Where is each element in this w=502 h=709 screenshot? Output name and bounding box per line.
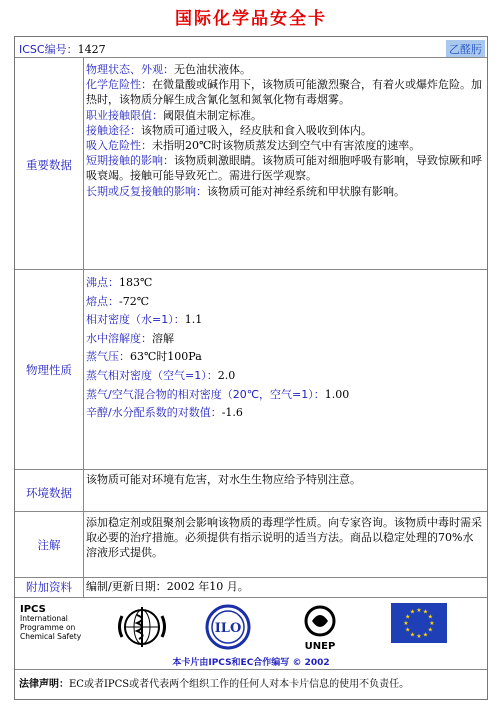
label-additional: 附加资料: [26, 580, 72, 594]
important-item: 吸入危险性：未指明20℃时该物质蒸发达到空气中有害浓度的速率。: [86, 139, 421, 153]
credit-line: 本卡片由IPCS和EC合作编写 © 2002: [172, 658, 330, 668]
unep-logo-icon: [295, 603, 345, 653]
physical-content: [86, 274, 484, 423]
icsc-label: ICSC编号：: [19, 43, 78, 56]
notes-content: 添加稳定剂或阻聚剂会影响该物质的毒理学性质。向专家咨询。该物质中毒时需采取必要的治疗措施。必须提供有指示说明的适当方法。商品以稳定处理的70%水溶液形式提供。: [86, 516, 482, 560]
chemical-name: 乙醛肟: [446, 40, 485, 58]
label-notes: 注解: [37, 538, 61, 552]
important-item: 化学危险性：在微量酸或碱作用下，该物质可能激烈聚合，有着火或爆炸危险。加热时，该物质分解生成含氰化氢和氮氧化物有毒烟雾。: [86, 78, 482, 107]
physical-item: 熔点：-72℃: [86, 294, 150, 308]
divider: [15, 269, 487, 270]
important-item: 职业接触限值：阈限值未制定标准。: [86, 108, 262, 122]
physical-item: 沸点：183℃: [86, 276, 153, 289]
svg-text:★: ★: [422, 631, 429, 639]
icsc-number: [19, 41, 106, 57]
svg-text:★: ★: [409, 631, 416, 639]
physical-item: 相对密度（水=1）：1.1: [86, 313, 203, 327]
physical-item: 蒸气/空气混合物的相对密度（20℃，空气=1）：1.00: [86, 387, 350, 401]
legal-notice: [19, 675, 409, 690]
card-title: 国际化学品安全卡: [175, 9, 327, 29]
important-content: [86, 62, 484, 199]
column-divider: [83, 57, 84, 597]
svg-text:UNEP: UNEP: [304, 641, 336, 652]
divider: [15, 57, 487, 58]
legal-label: 法律声明：: [19, 679, 69, 690]
legal-text: EC或者IPCS或者代表两个组织工作的任何人对本卡片信息的使用不负责任。: [69, 679, 410, 690]
divider: [15, 597, 487, 598]
svg-text:★: ★: [427, 626, 433, 634]
label-physical: 物理性质: [26, 363, 72, 377]
environment-content: 该物质可能对环境有危害，对水生生物应给予特别注意。: [86, 473, 361, 486]
label-important: 重要数据: [26, 158, 72, 172]
svg-text:★: ★: [405, 626, 411, 634]
physical-item: 蒸气相对密度（空气=1）：2.0: [86, 368, 236, 382]
important-item: 短期接触的影响：该物质刺激眼睛。该物质可能对细胞呼吸有影响，导致惊厥和呼吸衰竭。接触可能导致死亡。需进行医学观察。: [86, 154, 482, 183]
ipcs-logo: IPCS International Programme on Chemical Safety: [20, 604, 82, 641]
ilo-logo-icon: [203, 603, 253, 651]
svg-text:ILO: ILO: [214, 621, 242, 636]
svg-text:★: ★: [429, 620, 435, 627]
important-item: 物理状态、外观：无色油状液体。: [86, 63, 251, 76]
eu-flag-icon: [391, 603, 447, 643]
important-item: 接触途径：该物质可通过吸入，经皮肤和食入吸收到体内。: [86, 123, 372, 137]
important-item: 长期或反复接触的影响：该物质可能对神经系统和甲状腺有影响。: [86, 184, 405, 198]
svg-text:★: ★: [405, 613, 411, 621]
svg-text:★: ★: [416, 607, 422, 614]
svg-text:★: ★: [427, 613, 433, 621]
label-environment: 环境数据: [26, 486, 72, 500]
safety-card: [14, 36, 488, 700]
physical-item: 蒸气压：63℃时100Pa: [86, 350, 202, 364]
svg-text:★: ★: [422, 608, 429, 616]
svg-text:★: ★: [403, 620, 409, 627]
divider: [15, 469, 487, 470]
physical-item: 辛醇/水分配系数的对数值：-1.6: [86, 406, 243, 420]
svg-text:★: ★: [416, 633, 422, 640]
divider: [15, 577, 487, 578]
svg-text:★: ★: [409, 608, 416, 616]
divider: [15, 511, 487, 512]
icsc-value: 1427: [77, 43, 106, 56]
who-logo-icon: [113, 603, 171, 651]
physical-item: 水中溶解度：溶解: [86, 331, 174, 345]
additional-content: 编制/更新日期：2002 年10 月。: [86, 580, 249, 593]
